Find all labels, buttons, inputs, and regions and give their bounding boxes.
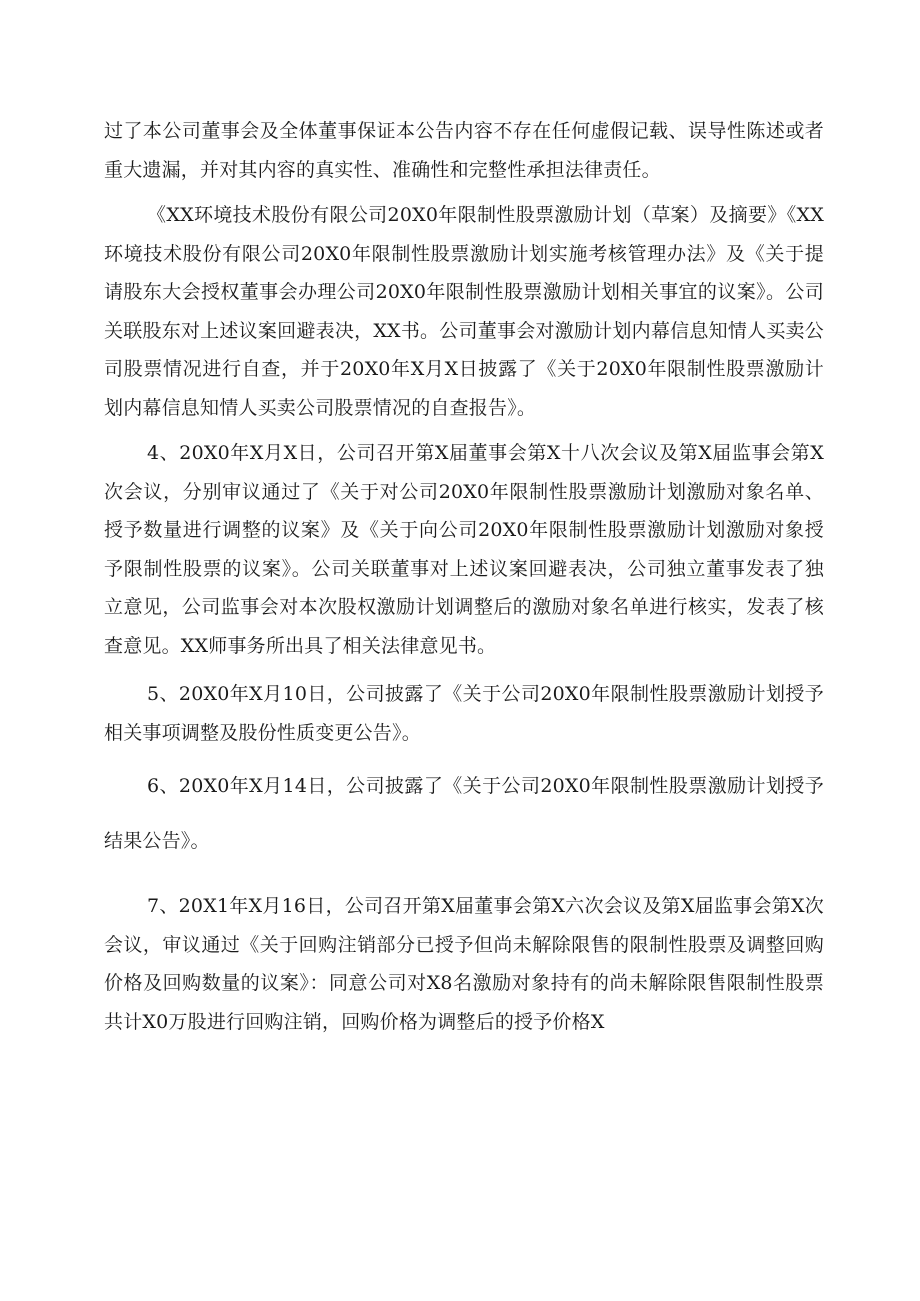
paragraph-board-guarantee: 过了本公司董事会及全体董事保证本公告内容不存在任何虚假记载、误导性陈述或者重大遗漏，并对其内容的真实性、准确性和完整性承担法律责任。 <box>104 120 824 181</box>
document-body <box>104 112 824 1041</box>
paragraph-item-4: 4、20X0年X月X日，公司召开第X届董事会第X十八次会议及第X届监事会第X次会议，分别审议通过了《关于对公司20X0年限制性股票激励计划激励对象名单、授予数量进行调整的议案》及《关于向公司20X0年限制性股票激励计划激励对象授予限制性股票的议案》。公司关联董事对上述议案回避表决，公司独立董事发表了独立意见，公司监事会对本次股权激励计划调整后的激励对象名单进行核实，发表了核查意见。XX师事务所出具了相关法律意见书。 <box>104 442 824 657</box>
paragraph-item-7: 7、20X1年X月16日，公司召开第X届董事会第X六次会议及第X届监事会第X次会议，审议通过《关于回购注销部分已授予但尚未解除限售的限制性股票及调整回购价格及回购数量的议案》：同意公司对X8名激励对象持有的尚未解除限售限制性股票共计X0万股进行回购注销，回购价格为调整后的授予价格X <box>104 895 824 1033</box>
paragraph-item-5: 5、20X0年X月10日，公司披露了《关于公司20X0年限制性股票激励计划授予相关事项调整及股份性质变更公告》。 <box>104 683 824 744</box>
paragraph-incentive-plan-docs: 《XX环境技术股份有限公司20X0年限制性股票激励计划（草案）及摘要》《XX环境技术股份有限公司20X0年限制性股票激励计划实施考核管理办法》及《关于提请股东大会授权董事会办理公司20X0年限制性股票激励计划相关事宜的议案》。公司关联股东对上述议案回避表决，XX书。公司董事会对激励计划内幕信息知情人买卖公司股票情况进行自查，并于20X0年X月X日披露了《关于20X0年限制性股票激励计划内幕信息知情人买卖公司股票情况的自查报告》。 <box>104 204 824 419</box>
paragraph-item-6: 6、20X0年X月14日，公司披露了《关于公司20X0年限制性股票激励计划授予结果公告》。 <box>104 775 824 852</box>
